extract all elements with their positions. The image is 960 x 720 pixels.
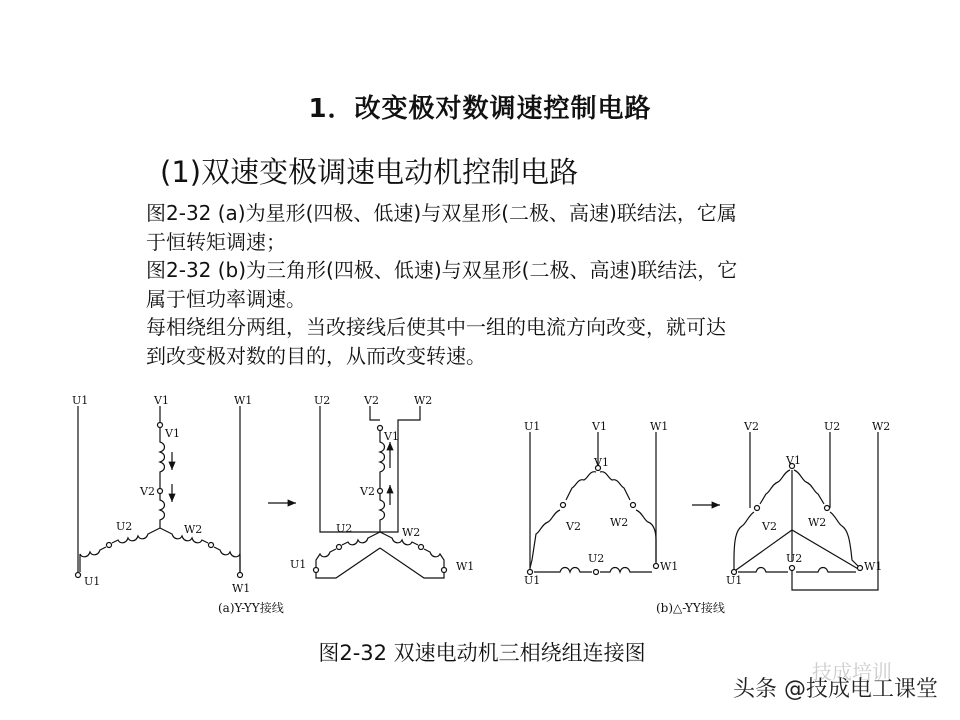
terminal-label: V2 [364, 394, 379, 407]
terminal-label: V1 [786, 454, 801, 467]
terminal-label: U1 [290, 558, 307, 571]
terminal-label: V2 [762, 520, 777, 533]
terminal-label: U1 [72, 394, 89, 407]
paragraph-line: 到改变极对数的目的，从而改变转速。 [146, 343, 486, 368]
diagram-b-label: (b)△-YY接线 [656, 601, 725, 615]
terminal-label: U2 [336, 522, 353, 535]
terminal-label: W1 [234, 394, 253, 407]
terminal-label: U1 [726, 574, 743, 587]
figure-caption: 图2-32 双速电动机三相绕组连接图 [318, 641, 646, 665]
terminal-label: W2 [402, 526, 421, 539]
terminal-label: W2 [808, 516, 827, 529]
terminal-label: V1 [592, 420, 607, 433]
subsection-heading: (1)双速变极调速电动机控制电路 [160, 155, 579, 189]
paragraph-line: 图2-32 (a)为星形(四极、低速)与双星形(二极、高速)联结法，它属 [146, 201, 737, 225]
paragraph-line: 每相绕组分两组，当改接线后使其中一组的电流方向改变，就可达 [146, 315, 726, 339]
terminal-label: U2 [786, 552, 803, 565]
terminal-label: V2 [566, 520, 581, 533]
paragraph-line: 属于恒功率调速。 [146, 286, 306, 311]
terminal-label: U1 [524, 420, 541, 433]
terminal-label: W1 [864, 560, 883, 573]
terminal-label: U2 [116, 520, 133, 533]
paragraph-line: 图2-32 (b)为三角形(四极、低速)与双星形(二极、高速)联结法，它 [146, 258, 738, 282]
terminal-label: V2 [140, 485, 155, 498]
terminal-label: V1 [154, 394, 169, 407]
terminal-label: V1 [165, 427, 180, 440]
terminal-label: W1 [456, 560, 475, 573]
watermark-faint: 技成培训 [812, 660, 892, 684]
diagram-a-star [76, 406, 243, 578]
diagram-a-label: (a)Y-YY接线 [218, 601, 284, 615]
terminal-label: U1 [524, 574, 541, 587]
terminal-label: U1 [84, 575, 101, 588]
section-heading: 1．改变极对数调速控制电路 [308, 94, 652, 124]
terminal-label: V2 [744, 420, 759, 433]
terminal-label: W1 [650, 420, 669, 433]
terminal-label: U2 [314, 394, 331, 407]
terminal-label: W2 [414, 394, 433, 407]
terminal-label: V1 [594, 456, 609, 469]
terminal-label: V2 [360, 485, 375, 498]
terminal-label: U2 [824, 420, 841, 433]
terminal-label: W2 [610, 516, 629, 529]
terminal-label: W2 [184, 523, 203, 536]
diagram-b-double-star [732, 432, 879, 590]
terminal-label: U2 [588, 552, 605, 565]
terminal-label: V1 [384, 430, 399, 443]
terminal-label: W1 [660, 560, 679, 573]
paragraph-line: 于恒转矩调速； [146, 229, 286, 254]
diagram-a-double-star [314, 406, 447, 578]
terminal-label: W1 [232, 582, 251, 595]
terminal-label: W2 [872, 420, 891, 433]
watermark: 头条 @技成电工课堂 [733, 677, 938, 702]
